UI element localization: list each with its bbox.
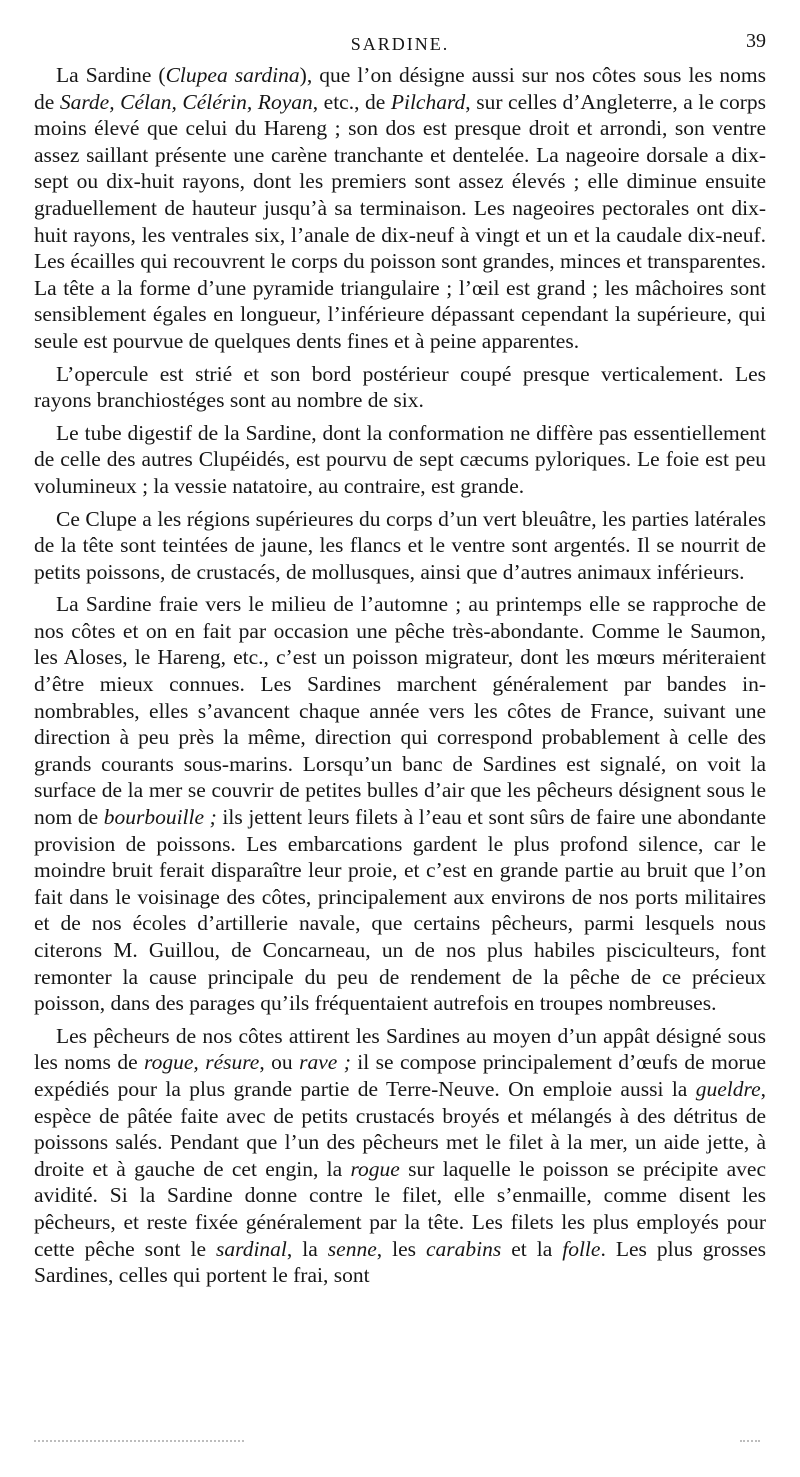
italic-term: folle <box>562 1236 601 1261</box>
paragraph <box>34 361 766 414</box>
text-run: . Les plus grosses Sardines, celles qui portent le frai, sont <box>34 1236 766 1288</box>
text-run: , la <box>286 1236 328 1261</box>
text-run: La Sardine ( <box>56 63 166 87</box>
italic-term: rogue <box>350 1156 400 1181</box>
text-run: , etc., de <box>312 89 391 114</box>
paragraph <box>34 506 766 586</box>
text-run: sur laquelle le poisson se précipite avec avidité. Si la Sardine donne contre le filet, elle s’enmaille, comme disent les pêcheurs, et reste fixée généralement par la tête. Les filets les plus employés pour cette pêche sont le <box>34 1156 766 1261</box>
paragraph <box>34 420 766 500</box>
text-run: , espèce de pâtée faite avec de petits crustacés broyés et mélangés à des détritus de poissons salés. Pendant que l’un des pêcheurs met le filet à la mer, un aide jette, à droite et à gauche de cet engin, la <box>34 1076 766 1181</box>
italic-term: bourbouille ; <box>103 805 217 830</box>
text-run: La Sardine fraie vers le milieu de l’automne ; au printemps elle se rapproche de nos côtes et on en fait par occasion une pêche très-abondante. Comme le Saumon, les Aloses, le Hareng, etc., c’est un poisson migrateur, dont les mœurs mériteraient d’être mieux connues. Les Sardines marchent généralement par bandes innombrables, elles s’avancent chaque année vers les côtes de France, suivant une direction à peu près la même, direction qui correspond probablement à celle des grands courants sous-marins. Lorsqu’un banc de Sardines est signalé, on voit la surface de la mer se couvrir de petites bulles d’air que les pêcheurs désignent sous le nom de <box>34 592 766 830</box>
running-title: SARDINE. <box>350 34 450 54</box>
paragraph <box>34 1023 766 1289</box>
text-run: ils jettent leurs filets à l’eau et sont sûrs de faire une abondante provision de poissons. Les embarcations gardent le plus profond silence, car le moindre bruit ferait disparaître leur proie, et c’est en grande partie au bruit que l’on fait dans le voisinage des côtes, principalement aux environs de nos ports militaires et de nos écoles d’artillerie navale, que certains pêcheurs, parmi lesquels nous citerons M. Guillou, de Concarneau, un de nos plus habiles pisciculteurs, font remonter la cause principale du peu de rendement de la pêche de ce précieux poisson, dans des parages qu’ils fréquentaient autrefois en troupes nombreuses. <box>34 805 766 1016</box>
italic-term: carabins <box>425 1236 502 1261</box>
page-header <box>34 30 766 60</box>
italic-term: Sarde, Célan, Célérin, Royan <box>59 89 313 114</box>
italic-term: senne <box>327 1236 377 1261</box>
text-run: , ou <box>259 1050 300 1075</box>
italic-term: rogue, résure <box>144 1050 260 1075</box>
text-run: , les <box>376 1236 426 1261</box>
paragraph <box>34 62 766 355</box>
italic-term: sardinal <box>216 1236 287 1261</box>
text-run: L’opercule est strié et son bord postérieur coupé presque verticalement. Les rayons branchiostéges sont au nombre de six. <box>34 361 766 413</box>
text-run: ), que l’on désigne aussi sur nos côtes sous les noms de <box>34 63 766 114</box>
italic-term: Pilchard <box>390 89 466 114</box>
body-text <box>34 62 766 1293</box>
footer-smudge-right <box>740 1440 760 1445</box>
page-number: 39 <box>746 30 766 52</box>
text-run: Ce Clupe a les régions supérieures du corps d’un vert bleuâtre, les parties latérales de la tête sont teintées de jaune, les flancs et le ventre sont argentés. Il se nourrit de petits poissons, de crustacés, de mollusques, ainsi que d’autres animaux inférieurs. <box>34 506 766 584</box>
italic-term: rave ; <box>299 1050 351 1075</box>
text-run: il se compose principalement d’œufs de morue expédiés pour la plus grande partie de Terre-Neuve. On emploie aussi la <box>34 1050 766 1101</box>
text-run: Les pêcheurs de nos côtes attirent les Sardines au moyen d’un appât désigné sous les noms de <box>34 1023 766 1075</box>
text-run: , sur celles d’Angleterre, a le corps moins élevé que celui du Hareng ; son dos est presque droit et arrondi, son ventre assez saillant présente une carène tranchante et dentelée. La nageoire dorsale a dix-sept ou dix-huit rayons, dont les premiers sont assez élevés ; elle diminue ensuite graduellement de hauteur jusqu’à sa terminaison. Les nageoires pectorales ont dix-huit rayons, les ventrales six, l’anale de dix-neuf à vingt et un et la caudale dix-neuf. Les écailles qui recouvrent le corps du poisson sont grandes, minces et transparentes. La tête a la forme d’une pyramide triangulaire ; l’œil est grand ; les mâchoires sont sensiblement égales en longueur, l’inférieure dépassant cependant la supérieure, qui seule est pourvue de quelques dents fines et à peine apparentes. <box>34 89 766 353</box>
text-run: et la <box>501 1236 563 1261</box>
italic-term: Clupea sardina <box>165 63 300 87</box>
footer-smudge <box>34 1440 244 1445</box>
text-run: Le tube digestif de la Sardine, dont la conformation ne diffère pas essentiellement de celle des autres Clupéidés, est pourvu de sept cæcums pyloriques. Le foie est peu volumineux ; la vessie natatoire, au contraire, est grande. <box>34 420 766 498</box>
italic-term: gueldre <box>695 1076 761 1101</box>
paragraph <box>34 591 766 1017</box>
